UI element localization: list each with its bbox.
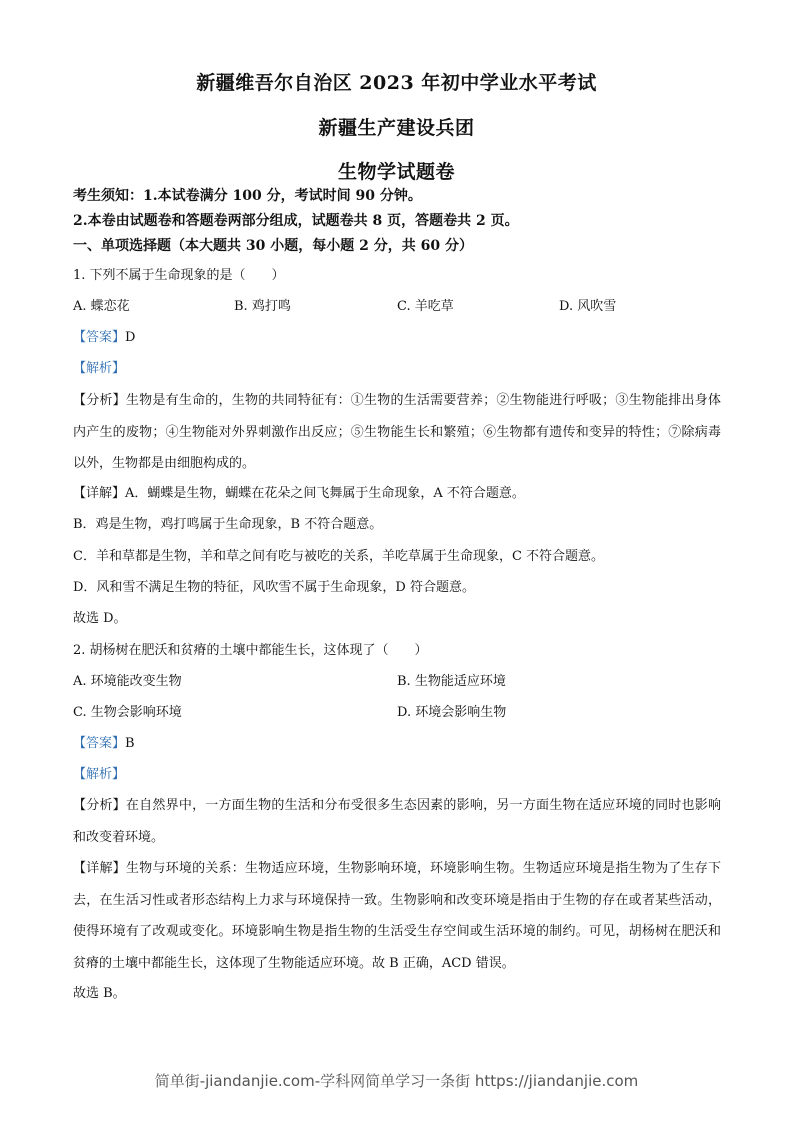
fenxi-text: 生物是有生命的，生物的共同特征有：①生物的生活需要营养；②生物能进行呼吸；③生物能排出身体内产生的废物；④生物能对外界刺激作出反应；⑤生物能生长和繁殖；⑥生物都有遗传和变异的特性；⑦除病毒以外，生物都是由细胞构成的。 xyxy=(73,393,721,471)
q1-fenxi-paragraph xyxy=(73,385,721,480)
q1-xiangjie-a xyxy=(73,486,525,502)
q2-analysis-tag: 【解析】 xyxy=(73,767,126,782)
answer-tag: 【答案】 xyxy=(73,736,126,751)
q2-option-c: C. 生物会影响环境 xyxy=(73,705,182,720)
fenxi-text: 在自然界中，一方面生物的生活和分布受很多生态因素的影响，另一方面生物在适应环境的同时也影响和改变着环境。 xyxy=(73,798,721,845)
q1-option-b: B. 鸡打鸣 xyxy=(234,299,291,314)
notice-line-1: 考生须知：1.本试卷满分 100 分，考试时间 90 分钟。 xyxy=(73,188,422,204)
q2-choose: 故选 B。 xyxy=(73,986,126,1001)
q1-choose: 故选 D。 xyxy=(73,611,127,626)
q2-answer xyxy=(73,736,135,752)
exam-subtitle: 新疆生产建设兵团 xyxy=(318,117,475,139)
fenxi-tag: 【分析】 xyxy=(73,798,126,813)
q1-option-c: C. 羊吃草 xyxy=(397,299,454,314)
answer-value: B xyxy=(125,736,135,751)
section-heading: 一、单项选择题（本大题共 30 小题，每小题 2 分，共 60 分） xyxy=(73,238,473,254)
answer-tag: 【答案】 xyxy=(73,330,126,345)
q1-line-d: D．风和雪不满足生物的特征，风吹雪不属于生命现象，D 符合题意。 xyxy=(73,580,475,595)
paper-title: 生物学试题卷 xyxy=(337,161,455,183)
q1-line-c: C．羊和草都是生物，羊和草之间有吃与被吃的关系，羊吃草属于生命现象，C 不符合题意。 xyxy=(73,549,605,564)
q2-xiangjie-paragraph xyxy=(73,853,721,979)
xiangjie-tag: 【详解】 xyxy=(73,486,126,501)
xiangjie-text: A．蝴蝶是生物，蝴蝶在花朵之间飞舞属于生命现象，A 不符合题意。 xyxy=(125,486,525,501)
footer-watermark: 简单街-jiandanjie.com-学科网简单学习一条街 https://jiandanjie.com xyxy=(154,1072,639,1090)
q1-option-d: D. 风吹雪 xyxy=(559,299,617,314)
notice-line-2: 2.本卷由试题卷和答题卷两部分组成，试题卷共 8 页，答题卷共 2 页。 xyxy=(73,213,519,229)
question-2-stem: 2. 胡杨树在肥沃和贫瘠的土壤中都能生长，这体现了（ ） xyxy=(73,643,428,658)
q2-fenxi-paragraph xyxy=(73,790,721,853)
xiangjie-tag: 【详解】 xyxy=(73,861,126,876)
xiangjie-text: 生物与环境的关系：生物适应环境，生物影响环境，环境影响生物。生物适应环境是指生物为了生存下去，在生活习性或者形态结构上力求与环境保持一致。生物影响和改变环境是指由于生物的存在或者某些活动，使得环境有了改观或变化。环境影响生物是指生物的生活受生存空间或生活环境的制约。可见，胡杨树在肥沃和贫瘠的土壤中都能生长，这体现了生物能适应环境。故 B 正确，ACD 错误。 xyxy=(73,861,721,971)
exam-title: 新疆维吾尔自治区 2023 年初中学业水平考试 xyxy=(196,72,597,94)
q1-analysis-tag: 【解析】 xyxy=(73,361,126,376)
q1-answer xyxy=(73,330,135,346)
question-1-stem: 1. 下列不属于生命现象的是（ ） xyxy=(73,268,285,283)
fenxi-tag: 【分析】 xyxy=(73,393,126,408)
q2-option-b: B. 生物能适应环境 xyxy=(397,674,506,689)
answer-value: D xyxy=(125,330,136,345)
q1-line-b: B．鸡是生物，鸡打鸣属于生命现象，B 不符合题意。 xyxy=(73,517,383,532)
q2-option-a: A. 环境能改变生物 xyxy=(73,674,182,689)
q1-option-a: A. 蝶恋花 xyxy=(73,299,130,314)
q2-option-d: D. 环境会影响生物 xyxy=(397,705,507,720)
